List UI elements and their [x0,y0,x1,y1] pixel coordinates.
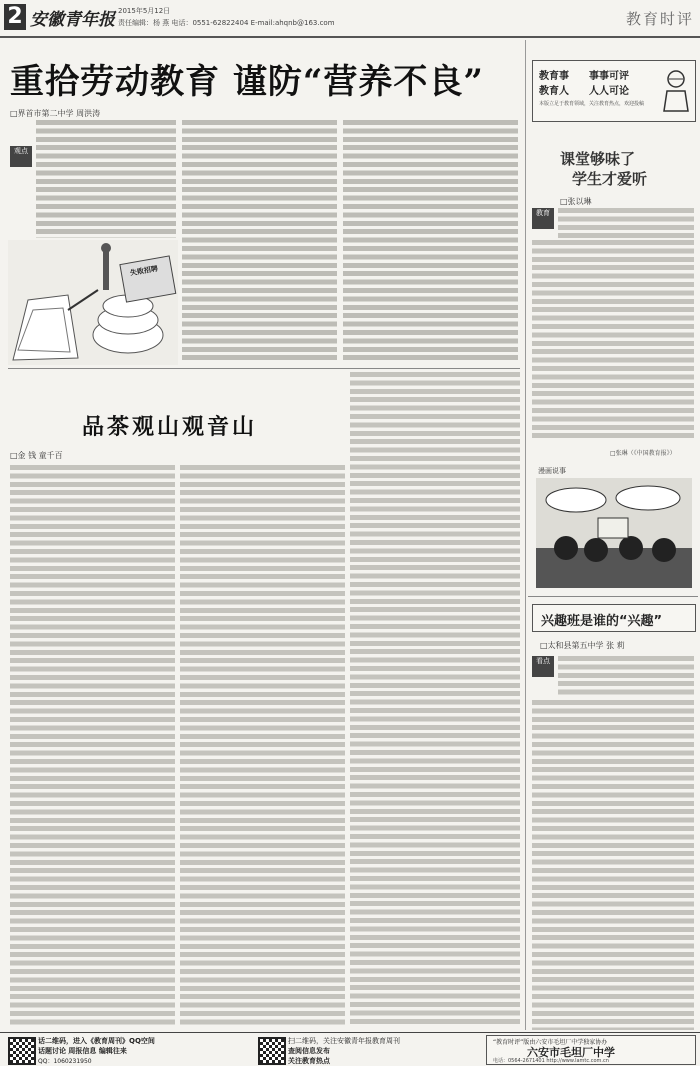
sidebar2-header [532,604,696,632]
second-byline: □金 钱 童千百 [10,451,63,460]
main-article-text-2 [182,120,337,360]
banner-slogan: 本版立足于教育领域，关注教育热点，欢迎投稿 [539,101,645,107]
teacher-icon [661,67,691,113]
second-headline: 品茶观山观音山 [82,414,258,440]
qq-line2: 话题讨论 周报信息 编辑往来 [38,1047,127,1055]
weixin-line2: 关注教育热点 [288,1057,330,1065]
weixin-title: 扫二维码，关注安徽青年报教育周刊 [288,1037,400,1045]
sidebar1-tag: 教育 [532,208,554,229]
sidebar1-headline-2: 学生才爱听 [572,170,648,188]
paper-name: 安徽青年报 [30,10,115,30]
footer-divider [0,1032,700,1033]
sidebar2-byline: □太和县第五中学 张 莉 [540,641,625,650]
banner-row2b: 人人可论 [589,86,629,97]
sponsor-line: “教育时评”版由六安市毛坦厂中学独家协办 [493,1039,608,1046]
sponsor-contact: 电话：0564-2671401 http://www.lamtc.com.cn [493,1058,609,1064]
sidebar1-text-b [532,240,694,440]
issue-date: 2015年5月12日 [118,7,171,15]
sidebar-banner [532,60,696,122]
weixin-line1: 查阅信息发布 [288,1047,330,1055]
sidebar2-text-b [532,700,694,1030]
banner-row1a: 教育事 [539,71,569,82]
banner-row2a: 教育人 [539,86,569,97]
sponsor-box [486,1035,696,1065]
sidebar1-source: □张琳（《中国教育报》） [610,450,676,457]
illustration-sign: 失败招聘 [129,264,159,278]
banner-row1b: 事事可评 [589,71,629,82]
sponsor-name: 六安市毛坦厂中学 [527,1046,615,1059]
sidebar2-tag: 看点 [532,656,554,677]
masthead [0,0,700,38]
main-article-text-3 [343,120,518,360]
second-article-text-1 [10,465,175,1025]
cartoon-label: 漫画说事 [538,467,566,475]
sidebar1-text-a [558,208,694,238]
main-byline: □界首市第二中学 周洪涛 [10,109,101,118]
main-tag: 观点 [10,146,32,167]
second-article-text-2 [180,465,345,1025]
editor-info: 责任编辑：杨 燕 电话：0551-62822404 E-mail:ahqnb@163.com [118,19,335,27]
sidebar2-text-a [558,656,694,696]
sidebar1-headline-1: 课堂够味了 [560,150,636,168]
weixin-qr-code [258,1037,286,1065]
page-number: 2 [4,4,26,30]
sidebar-divider-2 [528,596,698,597]
main-article-text-1 [36,120,176,238]
classroom-cartoon [536,478,692,588]
qq-qr-code [8,1037,36,1065]
sidebar2-headline: 兴趣班是谁的“兴趣” [541,614,663,629]
qq-title: 话二维码，进入《教育周刊》QQ空间 [38,1037,155,1045]
main-headline: 重拾劳动教育 谨防“营养不良” [10,62,484,102]
labor-illustration [8,240,178,365]
section-title: 教育时评 [625,10,694,28]
sidebar-divider [525,40,526,1030]
article-divider [8,368,520,369]
qq-number: QQ：1060231950 [38,1058,92,1065]
second-article-text-3 [350,372,520,1025]
sidebar1-byline: □张以琳 [560,197,592,206]
